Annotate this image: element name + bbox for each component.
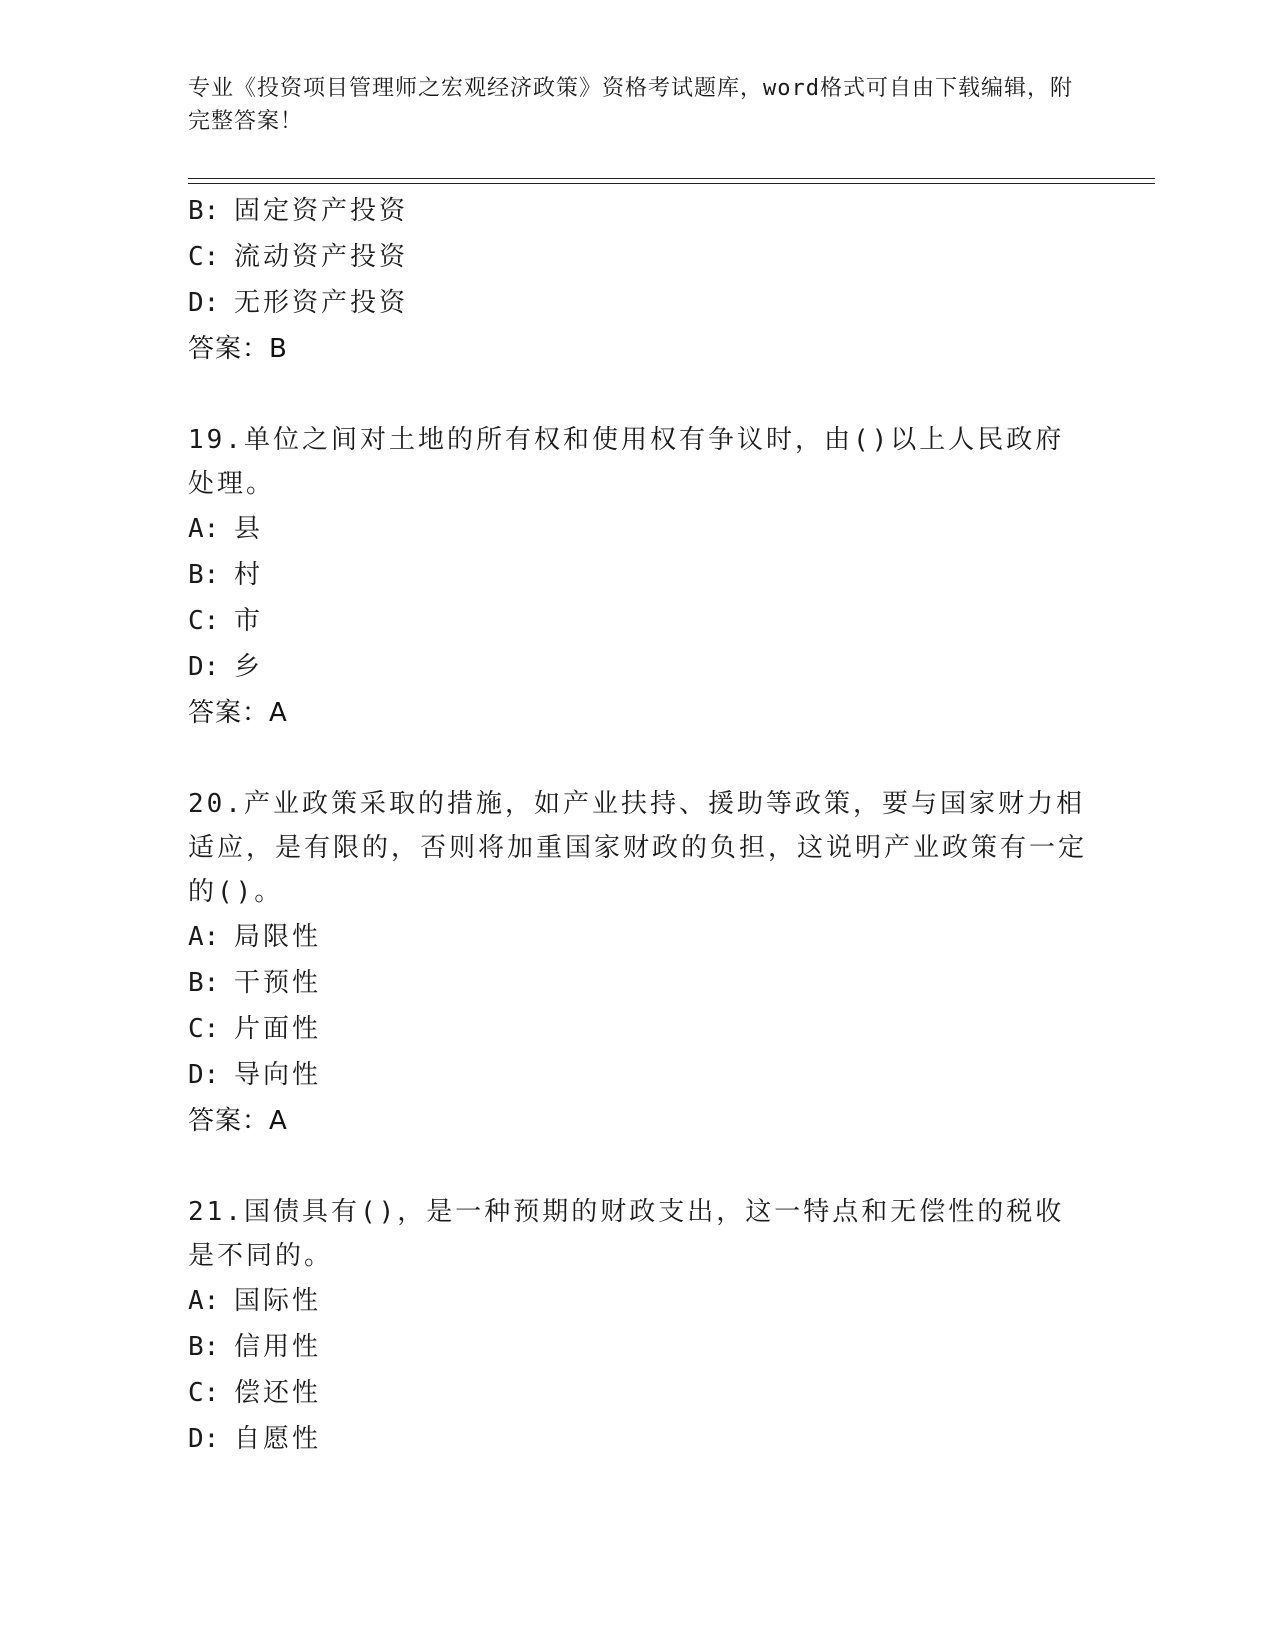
- question-list: [188, 188, 1088, 1462]
- option-letter: D:: [188, 288, 220, 318]
- option-letter: C:: [188, 606, 220, 636]
- option-a: [188, 1278, 1088, 1324]
- option-text: 流动资产投资: [234, 242, 409, 272]
- question-21: [188, 1190, 1088, 1462]
- option-d: [188, 280, 1088, 326]
- question-18-tail: [188, 188, 1088, 372]
- question-20: [188, 782, 1088, 1144]
- option-b: [188, 188, 1088, 234]
- option-a: [188, 506, 1088, 552]
- option-letter: C:: [188, 1014, 220, 1044]
- option-text: 县: [234, 514, 264, 544]
- option-text: 偿还性: [234, 1378, 322, 1408]
- option-text: 导向性: [234, 1060, 322, 1090]
- option-letter: C:: [188, 242, 220, 272]
- option-b: [188, 552, 1088, 598]
- question-19: [188, 418, 1088, 736]
- document-header: 专业《投资项目管理师之宏观经济政策》资格考试题库，word格式可自由下载编辑，附完整答案！: [188, 76, 1073, 134]
- option-text: 片面性: [234, 1014, 322, 1044]
- option-letter: B:: [188, 968, 220, 998]
- question-stem: 21.国债具有()，是一种预期的财政支出，这一特点和无偿性的税收是不同的。: [188, 1197, 1065, 1271]
- option-text: 信用性: [234, 1332, 322, 1362]
- answer-line: 答案：A: [188, 1106, 288, 1136]
- header-divider: [188, 178, 1155, 184]
- option-text: 村: [234, 560, 264, 590]
- option-text: 无形资产投资: [234, 288, 409, 318]
- option-letter: B:: [188, 560, 220, 590]
- option-c: [188, 1006, 1088, 1052]
- option-letter: A:: [188, 514, 220, 544]
- option-letter: D:: [188, 1424, 220, 1454]
- option-c: [188, 598, 1088, 644]
- option-letter: B:: [188, 1332, 220, 1362]
- question-stem: 19.单位之间对土地的所有权和使用权有争议时，由()以上人民政府处理。: [188, 425, 1065, 499]
- question-stem: 20.产业政策采取的措施，如产业扶持、援助等政策，要与国家财力相适应，是有限的，否则将加重国家财政的负担，这说明产业政策有一定的()。: [188, 789, 1088, 907]
- option-d: [188, 1052, 1088, 1098]
- option-b: [188, 960, 1088, 1006]
- option-c: [188, 1370, 1088, 1416]
- answer-line: 答案：B: [188, 334, 288, 364]
- option-text: 国际性: [234, 1286, 322, 1316]
- option-letter: D:: [188, 652, 220, 682]
- option-c: [188, 234, 1088, 280]
- option-letter: D:: [188, 1060, 220, 1090]
- option-text: 市: [234, 606, 264, 636]
- option-b: [188, 1324, 1088, 1370]
- option-a: [188, 914, 1088, 960]
- option-text: 固定资产投资: [234, 196, 409, 226]
- option-letter: C:: [188, 1378, 220, 1408]
- option-d: [188, 1416, 1088, 1462]
- option-letter: B:: [188, 196, 220, 226]
- answer-line: 答案：A: [188, 698, 288, 728]
- option-text: 干预性: [234, 968, 322, 998]
- option-text: 局限性: [234, 922, 322, 952]
- option-text: 自愿性: [234, 1424, 322, 1454]
- option-letter: A:: [188, 1286, 220, 1316]
- option-text: 乡: [234, 652, 264, 682]
- option-letter: A:: [188, 922, 220, 952]
- option-d: [188, 644, 1088, 690]
